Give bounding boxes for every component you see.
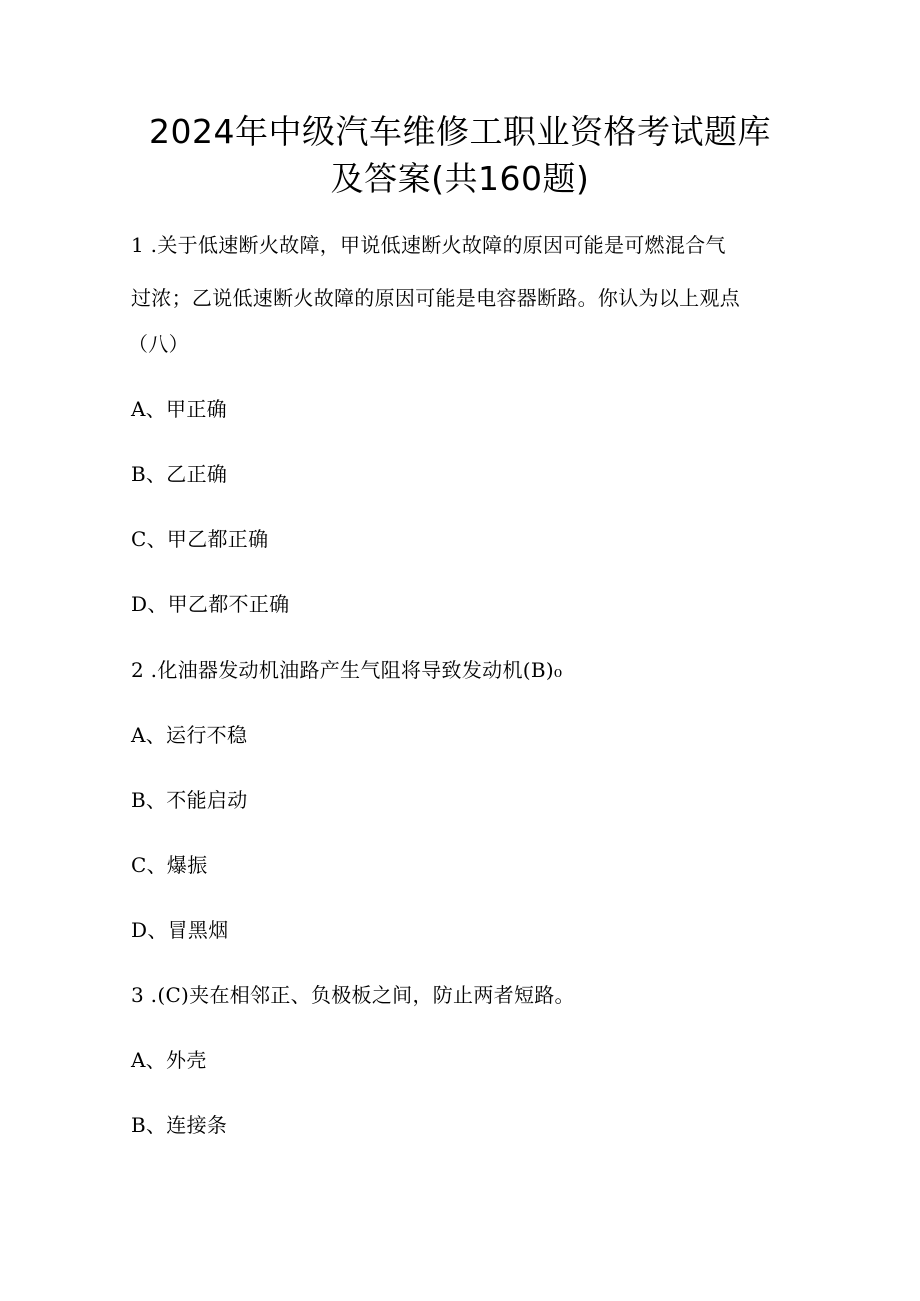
question-2-option-a: A、运行不稳 xyxy=(131,723,248,747)
question-3-option-a: A、外壳 xyxy=(131,1048,207,1072)
question-2-option-c: C、爆振 xyxy=(131,853,208,877)
question-3-line-1: 3 .(C)夹在相邻正、负极板之间，防止两者短路。 xyxy=(131,983,575,1007)
question-1-option-c: C、甲乙都正确 xyxy=(131,527,269,551)
question-1-option-d: D、甲乙都不正确 xyxy=(131,592,290,616)
question-1-option-a: A、甲正确 xyxy=(131,397,227,421)
question-1-line-2: 过浓；乙说低速断火故障的原因可能是电容器断路。你认为以上观点 xyxy=(131,286,740,310)
question-2-option-b: B、不能启动 xyxy=(131,788,248,812)
question-3-option-b: B、连接条 xyxy=(131,1113,228,1137)
document-title-line-1: 2024年中级汽车维修工职业资格考试题库 xyxy=(149,112,771,151)
question-1-line-3: （八） xyxy=(128,332,189,356)
question-1-option-b: B、乙正确 xyxy=(131,462,228,486)
question-2-option-d: D、冒黑烟 xyxy=(131,918,229,942)
question-2-line-1: 2 .化油器发动机油路产生气阻将导致发动机(B)₀ xyxy=(131,658,563,682)
document-title-line-2: 及答案(共160题) xyxy=(330,159,590,198)
question-1-line-1: 1 .关于低速断火故障，甲说低速断火故障的原因可能是可燃混合气 xyxy=(131,233,726,257)
